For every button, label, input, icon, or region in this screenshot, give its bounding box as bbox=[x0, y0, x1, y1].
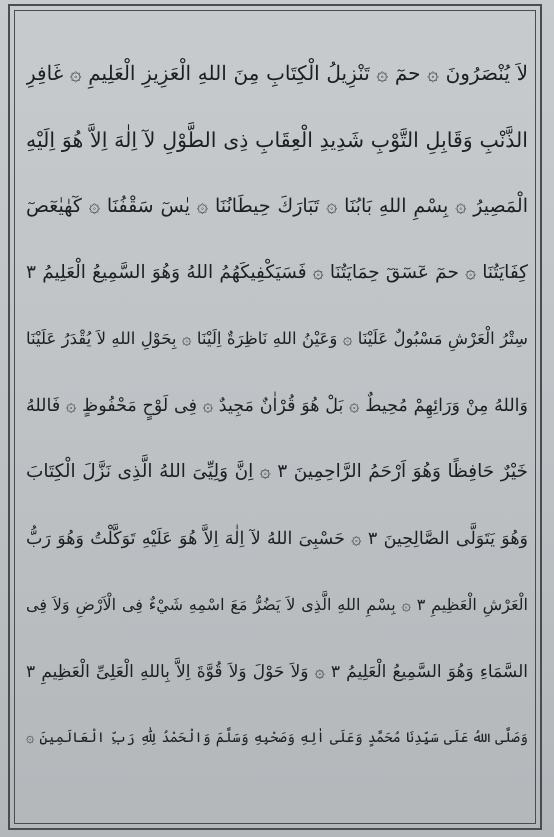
text-line-1: لاَ يُنْصَرُونَ ۞ حمٓ ۞ تَنْزِيلُ الْكِتَابِ مِنَ اللهِ الْعَزِيزِ الْعَلِيمِ ۞ غَافِرِ bbox=[26, 61, 528, 85]
text-line-2: الذَّنْبِ وَقَابِلِ التَّوْبِ شَدِيدِ الْعِقَابِ ذِى الطَّوْلِ لآ اِلٰهَ اِلاَّ هُوَ اِلَيْهِ bbox=[26, 127, 528, 152]
arabic-text-block bbox=[26, 40, 528, 772]
text-line-6: وَاللهُ مِنْ وَرَائِهِمْ مُحِيطٌ ۞ بَلْ هُوَ قُرْاٰنٌ مَجِيدٌ ۞ فِى لَوْحٍ مَحْفُوظٍ ۞ فَاللهُ bbox=[26, 395, 528, 416]
text-line-3: الْمَصِيرُ ۞ بِسْمِ اللهِ بَابُنَا ۞ تَبَارَكَ حِيطَانُنَا ۞ يٰسٓ سَقْفُنَا ۞ كٓهٰيٰعٓصٓ bbox=[26, 195, 528, 217]
text-line-4: كِفَايَتُنَا ۞ حمٓ عٓسٓقٓ حِمَايَتُنَا ۞ فَسَيَكْفِيكَهُمُ اللهُ وَهُوَ السَّمِيعُ الْعَلِيمُ ٣ bbox=[26, 261, 528, 283]
text-line-9: الْعَرْشِ الْعَظِيمِ ٣ ۞ بِسْمِ اللهِ الَّذِى لاَ يَضُرُّ مَعَ اسْمِهِ شَيْءٌ فِى الْاَرْضِ وَلاَ فِى bbox=[26, 595, 528, 614]
text-line-8: وَهُوَ يَتَوَلَّى الصَّالِحِينَ ٣ ۞ حَسْبِىَ اللهُ لآ اِلٰهَ اِلاَّ هُوَ عَلَيْهِ تَوَكَّلْتُ وَهُوَ رَبُّ bbox=[26, 528, 528, 549]
text-line-7: خَيْرٌ حَافِظًا وَهُوَ اَرْحَمُ الرَّاحِمِينَ ٣ ۞ اِنَّ وَلِيِّىَ اللهُ الَّذِى نَزَّلَ الْكِتَابَ bbox=[26, 461, 528, 482]
text-line-10: السَّمَاءِ وَهُوَ السَّمِيعُ الْعَلِيمُ ٣ ۞ وَلاَ حَوْلَ وَلاَ قُوَّةَ اِلاَّ بِاللهِ الْعَلِىِّ الْعَظِيمِ ٣ bbox=[26, 661, 528, 682]
text-line-11: وَصَلَّى اللهُ عَلَى سَيِّدِنَا مُحَمَّدٍ وَعَلَى اٰلِهِ وَصَحْبِهِ وَسَلَّمَ وَالْحَمْدُ لِلّٰهِ رَبِّ الْعَالَمِينَ ۞ bbox=[26, 730, 528, 746]
text-line-5: سِتْرُ الْعَرْشِ مَسْبُولٌ عَلَيْنَا ۞ وَعَيْنُ اللهِ نَاظِرَةٌ اِلَيْنَا ۞ بِحَوْلِ اللهِ لاَ يُقْدَرُ عَلَيْنَا bbox=[26, 329, 528, 348]
